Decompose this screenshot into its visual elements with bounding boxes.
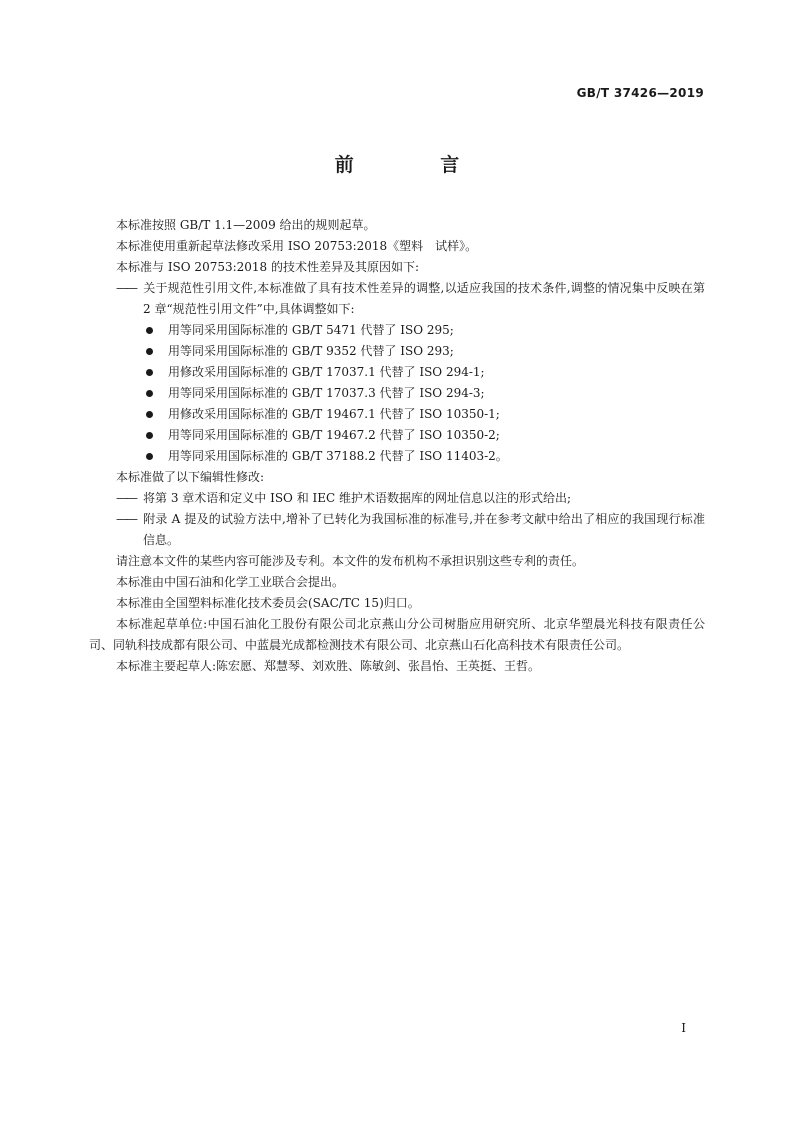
dash-item-normative-references [89,278,705,320]
bullet-icon [146,411,153,418]
list-item-text: 用等同采用国际标准的 GB/T 17037.3 代替了 ISO 294-3; [168,386,485,400]
list-item-text: 用修改采用国际标准的 GB/T 17037.1 代替了 ISO 294-1; [168,365,485,379]
paragraph-drafting-rules: 本标准按照 GB/T 1.1—2009 给出的规则起草。 [116,218,376,232]
bullet-icon [146,327,153,334]
list-item [89,425,705,446]
dash-mark: —— [116,512,136,526]
list-item-text: 用修改采用国际标准的 GB/T 19467.1 代替了 ISO 10350-1; [168,407,500,421]
paragraph-patent-notice: 请注意本文件的某些内容可能涉及专利。本文件的发布机构不承担识别这些专利的责任。 [116,554,585,568]
bullet-icon [146,432,153,439]
list-item-text: 用等同采用国际标准的 GB/T 5471 代替了 ISO 295; [168,323,454,337]
page-number: I [681,1021,686,1035]
bullet-list-reference-replacements [89,320,705,467]
dash-item-text: 附录 A 提及的试验方法中,增补了已转化为我国标准的标准号,并在参考文献中给出了相应的我国现行标准信息。 [143,512,705,547]
dash-item-terminology-note [89,488,705,509]
dash-item-text: 将第 3 章术语和定义中 ISO 和 IEC 维护术语数据库的网址信息以注的形式给出; [143,491,572,505]
paragraph-drafters: 本标准主要起草人:陈宏愿、郑慧琴、刘欢胜、陈敏剑、张昌怡、王英挺、王哲。 [116,659,541,673]
bullet-icon [146,348,153,355]
dash-mark: —— [116,281,136,295]
list-item [89,404,705,425]
standard-code: GB/T 37426—2019 [576,86,704,100]
dash-mark: —— [116,491,136,505]
paragraph-technical-differences: 本标准与 ISO 20753:2018 的技术性差异及其原因如下: [116,260,420,274]
bullet-icon [146,453,153,460]
paragraph-drafting-organizations: 本标准起草单位:中国石油化工股份有限公司北京燕山分公司树脂应用研究所、北京华塑晨光科技有限责任公司、同轨科技成都有限公司、中蓝晨光成都检测技术有限公司、北京燕山石化高科技术有限责任公司。 [89,617,705,652]
page-title: 前 言 [334,154,500,176]
list-item-text: 用等同采用国际标准的 GB/T 19467.2 代替了 ISO 10350-2; [168,428,500,442]
paragraph-editorial-changes: 本标准做了以下编辑性修改: [116,470,265,484]
paragraph-proposer: 本标准由中国石油和化学工业联合会提出。 [116,575,345,589]
list-item-text: 用等同采用国际标准的 GB/T 9352 代替了 ISO 293; [168,344,454,358]
list-item [89,446,705,467]
bullet-icon [146,390,153,397]
list-item [89,383,705,404]
paragraph-committee: 本标准由全国塑料标准化技术委员会(SAC/TC 15)归口。 [116,596,420,610]
foreword-body [89,215,705,677]
list-item [89,341,705,362]
dash-item-text: 关于规范性引用文件,本标准做了具有技术性差异的调整,以适应我国的技术条件,调整的情况集中反映在第 2 章“规范性引用文件”中,具体调整如下: [143,281,705,316]
bullet-icon [146,369,153,376]
paragraph-adoption-method: 本标准使用重新起草法修改采用 ISO 20753:2018《塑料 试样》。 [116,239,478,253]
dash-item-annex-a [89,509,705,551]
list-item [89,362,705,383]
list-item [89,320,705,341]
list-item-text: 用等同采用国际标准的 GB/T 37188.2 代替了 ISO 11403-2。 [168,449,508,463]
